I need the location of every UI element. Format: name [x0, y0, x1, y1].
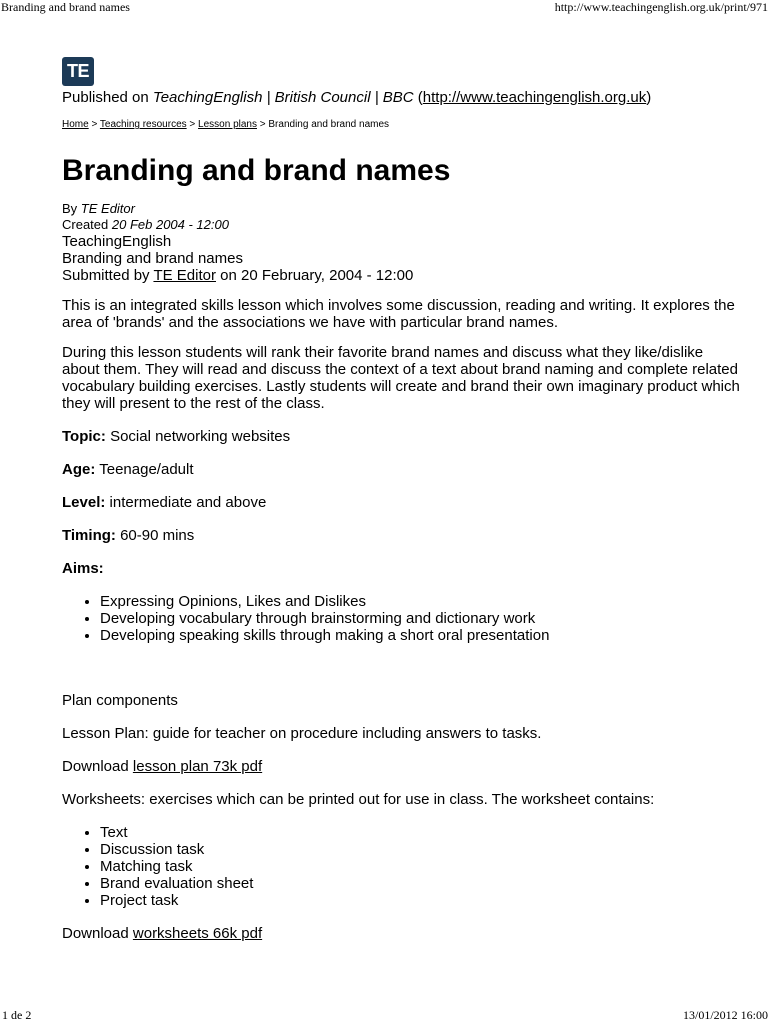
author-line [62, 201, 742, 217]
level-label: Level: [62, 494, 106, 511]
age-line [62, 461, 742, 478]
intro-paragraph: This is an integrated skills lesson which involves some discussion, reading and writing. It explores the area of 'brands' and the associations we have with particular brand names. [62, 297, 735, 331]
breadcrumb-home[interactable]: Home [62, 119, 89, 130]
published-open-paren: ( [417, 89, 423, 106]
breadcrumb-lesson-plans[interactable]: Lesson plans [198, 119, 257, 130]
worksheet-list-item: • Discussion task [100, 841, 742, 858]
timing-label: Timing: [62, 527, 116, 544]
author-name: TE Editor [80, 201, 135, 216]
print-header-url: http://www.teachingenglish.org.uk/print/971 [554, 0, 768, 14]
worksheet-list-item: • Project task [100, 892, 742, 909]
timing-value: 60-90 mins [120, 527, 195, 544]
page-number: 1 de 2 [2, 1008, 32, 1022]
topic-label: Topic: [62, 428, 106, 445]
print-timestamp: 13/01/2012 16:00 [682, 1008, 768, 1022]
download-prefix: Download [62, 925, 129, 942]
download-lesson-plan-line [62, 758, 742, 775]
level-value: intermediate and above [109, 494, 267, 511]
worksheet-list-item: • Matching task [100, 858, 742, 875]
description-paragraph: During this lesson students will rank their favorite brand names and discuss what they like/dislike about them. They will read and discuss the context of a text about brand naming and complete related vocabulary building exercises. Lastly students will create and brand their own imaginary product which they will present to the rest of the class. [62, 344, 740, 412]
info-line-title: Branding and brand names [62, 250, 243, 267]
aims-label: Aims: [62, 560, 104, 577]
download-worksheets-line [62, 925, 742, 942]
info-line-site: TeachingEnglish [62, 233, 172, 250]
published-prefix: Published on [62, 89, 149, 106]
aims-line [62, 560, 742, 577]
teachingenglish-logo: TE [62, 57, 94, 86]
created-date: 20 Feb 2004 - 12:00 [111, 217, 229, 232]
worksheet-list-item: • Text [100, 824, 742, 841]
breadcrumb [62, 119, 742, 131]
submitted-prefix: Submitted by [62, 267, 150, 284]
age-label: Age: [62, 461, 96, 478]
by-label: By [62, 201, 78, 216]
published-site: TeachingEnglish | British Council | BBC [152, 89, 414, 106]
published-line [62, 89, 742, 107]
aims-list [62, 593, 742, 644]
worksheet-contents-list [62, 824, 742, 909]
breadcrumb-separator: > [259, 119, 266, 130]
breadcrumb-current: Branding and brand names [268, 119, 390, 130]
plan-components-heading: Plan components [62, 692, 178, 709]
breadcrumb-separator: > [91, 119, 98, 130]
topic-value: Social networking websites [110, 428, 291, 445]
page-content [62, 57, 742, 942]
submitted-line [62, 267, 742, 284]
published-url-link[interactable]: http://www.teachingenglish.org.uk [422, 89, 647, 106]
aims-list-item: • Developing vocabulary through brainstorming and dictionary work [100, 610, 742, 627]
lesson-plan-description: Lesson Plan: guide for teacher on procedure including answers to tasks. [62, 725, 542, 742]
worksheet-list-item: • Brand evaluation sheet [100, 875, 742, 892]
worksheets-description: Worksheets: exercises which can be printed out for use in class. The worksheet contains: [62, 791, 655, 808]
created-label: Created [62, 217, 109, 232]
article-meta [62, 201, 742, 233]
age-value: Teenage/adult [99, 461, 194, 478]
breadcrumb-teaching-resources[interactable]: Teaching resources [99, 119, 187, 130]
lesson-plan-pdf-link[interactable]: lesson plan 73k pdf [132, 758, 263, 775]
worksheets-pdf-link[interactable]: worksheets 66k pdf [132, 925, 263, 942]
submitted-suffix: on 20 February, 2004 - 12:00 [220, 267, 414, 284]
topic-line [62, 428, 742, 445]
page-title: Branding and brand names [62, 154, 451, 187]
print-header-title: Branding and brand names [1, 0, 130, 14]
breadcrumb-separator: > [189, 119, 196, 130]
print-footer [0, 1008, 768, 1022]
level-line [62, 494, 742, 511]
published-close-paren: ) [646, 89, 652, 106]
download-prefix: Download [62, 758, 129, 775]
submitted-author-link[interactable]: TE Editor [153, 267, 216, 284]
print-header [0, 0, 768, 14]
timing-line [62, 527, 742, 544]
aims-list-item: • Developing speaking skills through making a short oral presentation [100, 627, 742, 644]
aims-list-item: • Expressing Opinions, Likes and Dislikes [100, 593, 742, 610]
created-line [62, 217, 742, 233]
